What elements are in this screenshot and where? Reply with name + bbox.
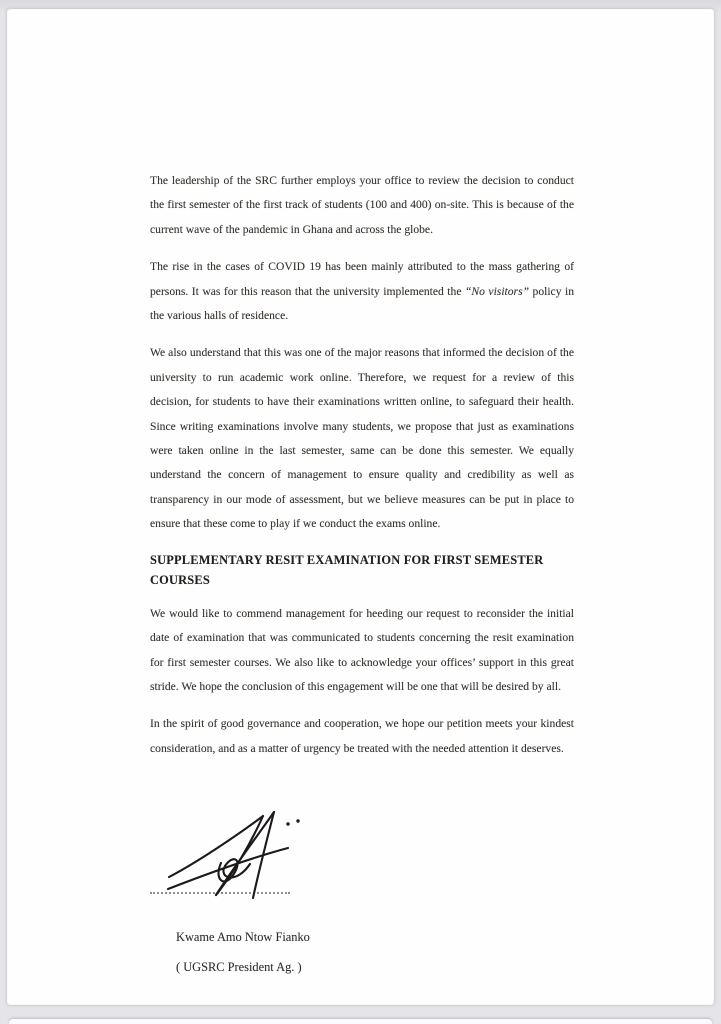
letter-paragraph-2: [150, 255, 574, 328]
document-page: [7, 9, 714, 1005]
letter-paragraph-1: The leadership of the SRC further employs your office to review the decision to conduct the first semester of the first track of students (100 and 400) on-site. This is because of the current wave of the pandemic in Ghana and across the globe.: [150, 174, 574, 236]
paragraph-2-lead: The rise in the cases of COVID 19 has been mainly attributed to the mass gathering of persons. It was for this reason that the university implemented the: [150, 260, 574, 298]
letter-paragraph-5: In the spirit of good governance and cooperation, we hope our petition meets your kindest consideration, and as a matter of urgency be treated with the needed attention it deserves.: [150, 717, 574, 755]
letter-paragraph-3: We also understand that this was one of the major reasons that informed the decision of the university to run academic work online. Therefore, we request for a review of this decision, for students to have their examinations written online, to safeguard their health. Since writing examinations involve many students, we propose that just as examinations were taken online in the last semester, same can be done this semester. We equally understand the concern of management to ensure quality and credibility as well as transparency in our mode of assessment, but we believe measures can be put in place to ensure that these come to play if we conduct the exams online.: [150, 346, 574, 531]
signature-scribble: [166, 805, 322, 901]
letter-paragraph-4: We would like to commend management for heeding our request to reconsider the initial date of examination that was communicated to students concerning the resit examination for first semester courses. We also like to acknowledge your offices’ support in this great stride. We hope the conclusion of this engagement will be one that will be desired by all.: [150, 606, 574, 693]
letter-body: [150, 169, 574, 975]
no-visitors-italic-phrase: “No visitors”: [464, 284, 530, 298]
signature-dotted-line: [150, 892, 290, 894]
signatory-name: Kwame Amo Ntow Fianko: [176, 930, 310, 945]
next-page-edge: [9, 1019, 712, 1024]
paragraph-2-tail: policy in the various halls of residence.: [150, 284, 575, 323]
signatory-title: ( UGSRC President Ag. ): [176, 960, 302, 975]
signature-block: [150, 805, 574, 975]
section-heading: SUPPLEMENTARY RESIT EXAMINATION FOR FIRST SEMESTER COURSES: [150, 552, 544, 587]
